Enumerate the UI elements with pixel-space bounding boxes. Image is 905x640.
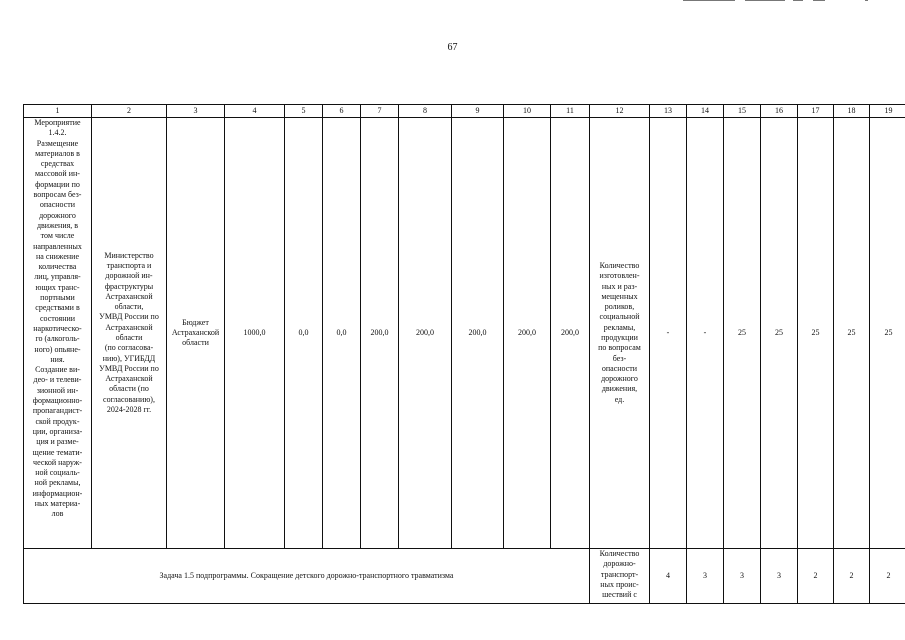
amount-cell: 0,0 [285,118,323,549]
header-cell: 14 [687,105,724,118]
responsible-executors: Министерство транспорта и дорожной ин- фраструктуры Астраханской области, УМВД России по Астраханской области (по согласова- нию), УГИБДД УМВД России по Астраханской области (по согласованию), 2024-2028 гг. [92,118,167,549]
header-cell: 15 [724,105,761,118]
amount-cell: 200,0 [504,118,551,549]
indicator-value: 3 [687,549,724,604]
header-cell: 1 [24,105,92,118]
header-cell: 12 [590,105,650,118]
header-cell: 3 [167,105,225,118]
indicator-value: 4 [650,549,687,604]
header-cell: 6 [323,105,361,118]
task-heading: Задача 1.5 подпрограммы. Сокращение детского дорожно-транспортного травматизма [24,549,590,604]
funding-source: Бюджет Астраханской области [167,118,225,549]
amount-cell: 200,0 [361,118,399,549]
indicator-value: 3 [724,549,761,604]
indicator-value: 2 [870,549,905,604]
header-cell: 9 [452,105,504,118]
header-cell: 17 [798,105,834,118]
indicator-value: 25 [798,118,834,549]
total-amount: 1000,0 [225,118,285,549]
amount-cell: 200,0 [452,118,504,549]
top-edge-marks [683,0,873,3]
header-cell: 10 [504,105,551,118]
header-cell: 8 [399,105,452,118]
amount-cell: 200,0 [551,118,590,549]
indicator-value: - [687,118,724,549]
table-row [24,549,905,604]
header-cell: 5 [285,105,323,118]
program-table [23,104,905,604]
header-cell: 18 [834,105,870,118]
indicator-value: 25 [834,118,870,549]
table-row [24,118,905,549]
indicator-value: 2 [798,549,834,604]
indicator-value: - [650,118,687,549]
indicator-value: 2 [834,549,870,604]
indicator-value: 25 [761,118,798,549]
indicator-value: 25 [870,118,905,549]
header-cell: 2 [92,105,167,118]
header-row [24,105,905,118]
header-cell: 7 [361,105,399,118]
indicator-name: Количество изготовлен- ных и раз- мещенных роликов, социальной рекламы, продукции по вопросам без- опасности дорожного движения, ед. [590,118,650,549]
activity-description: Мероприятие 1.4.2. Размещение материалов в средствах массовой ин- формации по вопросам без- опасности дорожного движения, в том числе направленных на снижение количества лиц, управля- ющих транс- портными средствами в состоянии наркотическо- го (алкоголь- ного) опьяне- ния. Создание ви- део- и телеви- зионной ин- формационно- пропагандист- ской продук- ции, организа- ция и разме- щение темати- ческой наруж- ной социаль- ной рекламы, информацион- ных материа- лов [24,118,92,549]
indicator-value: 3 [761,549,798,604]
header-cell: 11 [551,105,590,118]
header-cell: 13 [650,105,687,118]
amount-cell: 0,0 [323,118,361,549]
header-cell: 19 [870,105,905,118]
indicator-value: 25 [724,118,761,549]
header-cell: 4 [225,105,285,118]
amount-cell: 200,0 [399,118,452,549]
indicator-name: Количество дорожно- транспорт- ных проис- шествий с [590,549,650,604]
header-cell: 16 [761,105,798,118]
page-number: 67 [447,42,458,53]
